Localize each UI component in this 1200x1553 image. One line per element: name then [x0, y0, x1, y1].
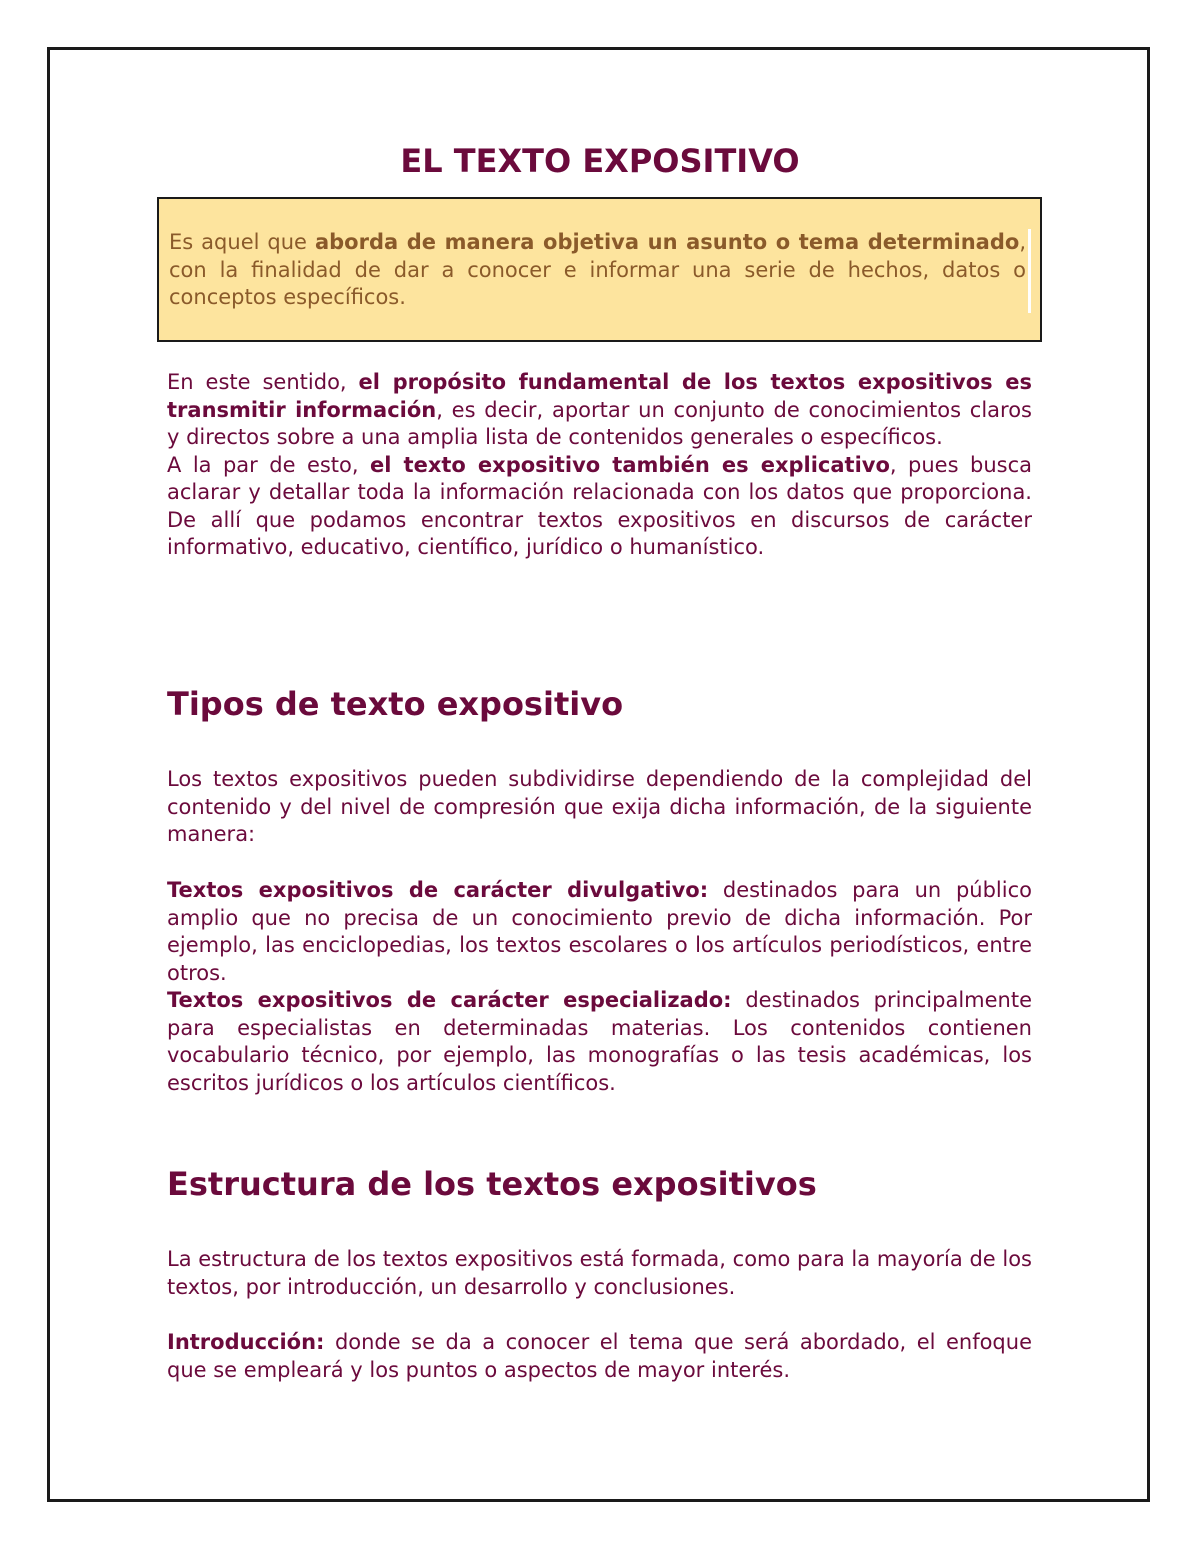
tipos-body: [167, 766, 1032, 849]
tipo-item-divulgativo: [167, 877, 1032, 987]
tipos-heading: Tipos de texto expositivo: [167, 685, 624, 723]
introduccion-text: donde se da a conocer el tema que será abordado, el enfoque que se empleará y los puntos o aspectos de mayor interés.: [167, 1330, 1032, 1382]
intro-p1-bold: el propósito fundamental de los textos expositivos es transmitir información: [167, 370, 1032, 422]
definition-post: , con la finalidad de dar a conocer e informar una serie de hechos, datos o conceptos específicos.: [169, 230, 1026, 309]
definition-text: [169, 229, 1031, 313]
document-title: EL TEXTO EXPOSITIVO: [400, 142, 800, 180]
definition-box: [157, 197, 1042, 342]
estructura-introduccion: [167, 1329, 1032, 1384]
tipos-items: [167, 877, 1032, 1097]
definition-pre: Es aquel que: [169, 230, 315, 254]
tipo-item2-text: destinados principalmente para especialistas en determinadas materias. Los contenidos contienen vocabulario técnico, por ejemplo, las monografías o las tesis académicas, los escritos jurídicos o los artículos científicos.: [167, 988, 1032, 1095]
tipo-item-especializado: [167, 987, 1032, 1097]
estructura-intro: [167, 1329, 1032, 1384]
tipos-section: [167, 684, 1032, 724]
intro-paragraph-1: [167, 369, 1032, 452]
intro-p1-pre: En este sentido,: [167, 370, 359, 394]
tipo-item1-text: destinados para un público amplio que no precisa de un conocimiento previo de dicha información. Por ejemplo, las enciclopedias, los textos escolares o los artículos periodísticos, entre otros.: [167, 878, 1032, 985]
intro-p2-bold: el texto expositivo también es explicativo: [370, 452, 890, 477]
tipos-lead: Los textos expositivos pueden subdividirse dependiendo de la complejidad del contenido y del nivel de compresión que exija dicha información, de la siguiente manera:: [167, 767, 1032, 846]
intro-section: [167, 369, 1032, 562]
estructura-section: [167, 1164, 1032, 1204]
intro-p1-post: , es decir, aportar un conjunto de conocimientos claros y directos sobre a una amplia lista de contenidos generales o específicos.: [167, 397, 1032, 449]
definition-bold: aborda de manera objetiva un asunto o tema determinado: [314, 230, 1020, 254]
estructura-lead: La estructura de los textos expositivos está formada, como para la mayoría de los textos, por introducción, un desarrollo y conclusiones.: [167, 1247, 1032, 1299]
definition-paragraph: [169, 229, 1026, 312]
intro-paragraph-2: [167, 452, 1032, 562]
introduccion-bold: Introducción:: [167, 1330, 325, 1354]
tipo-item2-bold: Textos expositivos de carácter especializado:: [167, 988, 732, 1012]
intro-p2-pre: A la par de esto,: [167, 452, 371, 477]
tipo-item1-bold: Textos expositivos de carácter divulgativo:: [167, 878, 709, 902]
estructura-heading: Estructura de los textos expositivos: [167, 1165, 817, 1203]
intro-p2-post: , pues busca aclarar y detallar toda la información relacionada con los datos que proporciona. De allí que podamos encontrar textos expositivos en discursos de carácter informativo, educativo, científico, jurídico o humanístico.: [167, 452, 1032, 559]
estructura-body: [167, 1246, 1032, 1301]
